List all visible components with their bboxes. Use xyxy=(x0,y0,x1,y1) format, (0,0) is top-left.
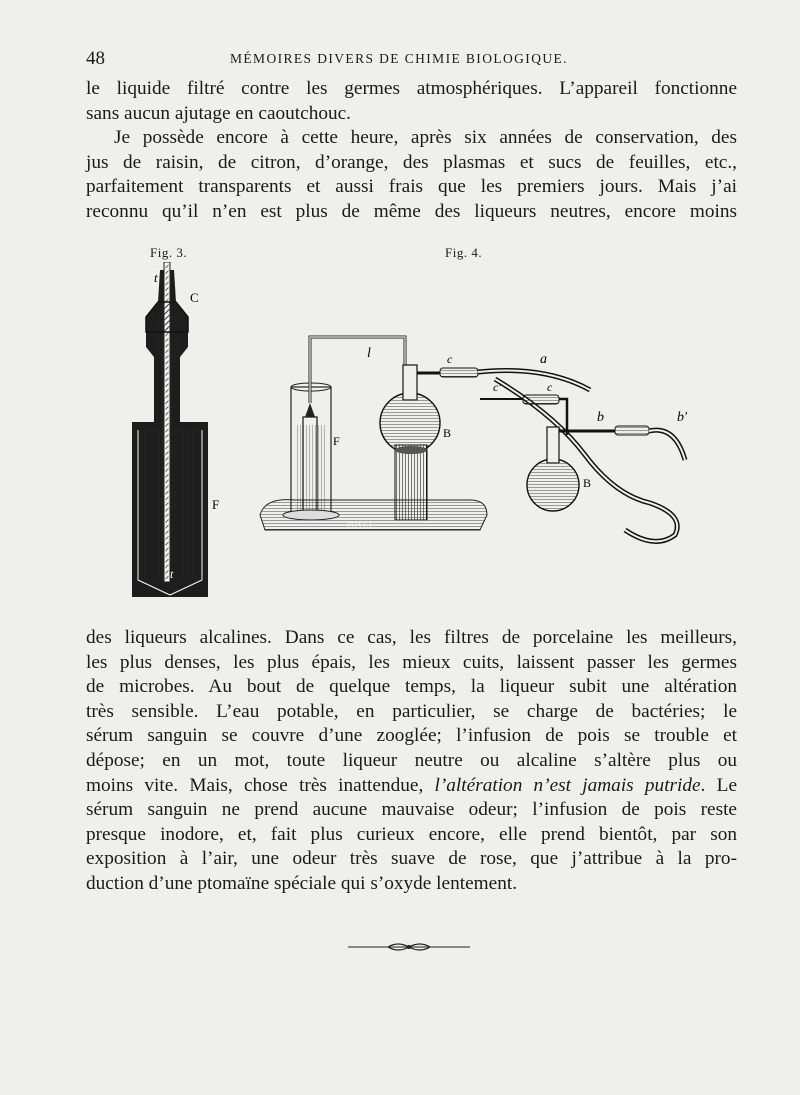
text-line-mixed xyxy=(86,774,737,799)
top-paragraphs xyxy=(86,77,737,225)
text-line: de microbes. Au bout de quelque temps, la liqueur subit une altération xyxy=(86,676,737,698)
text-line: sérum sanguin se couvre d’une zooglée; l’infusion de pois se trouble et xyxy=(86,725,737,747)
fig4-label-c-prime: c′ xyxy=(493,380,501,394)
fig4-label-B-lower: B xyxy=(583,476,592,490)
fig3-label-t-top: t xyxy=(154,270,158,285)
text-run: . Le xyxy=(700,774,738,796)
running-head: MÉMOIRES DIVERS DE CHIMIE BIOLOGIQUE. xyxy=(230,51,568,66)
fig4-label-a: a xyxy=(540,352,547,367)
fig3-illustration xyxy=(120,262,230,607)
fig3-label-t-bottom: t xyxy=(170,567,174,581)
text-line: sérum sanguin ne prend aucune mauvaise odeur; l’infusion de pois reste xyxy=(86,799,737,821)
fig3-label-F: F xyxy=(212,497,220,512)
text-line: sans aucun ajutage en caoutchouc. xyxy=(86,102,352,124)
italic-emphasis: l’altération n’est jamais putride xyxy=(434,774,701,796)
text-line: duction d’une ptomaïne spéciale qui s’oxyde lentement. xyxy=(86,872,518,894)
fig3-caption: Fig. 3. xyxy=(150,245,188,260)
text-run: moins vite. Mais, chose très inattendue, xyxy=(86,774,435,796)
text-line: le liquide filtré contre les germes atmosphériques. L’appareil fonctionne xyxy=(86,78,737,99)
bottom-paragraph xyxy=(86,626,737,897)
fig4-label-B-upper: B xyxy=(443,426,452,440)
fig4-label-l: l xyxy=(367,346,371,361)
text-line: très sensible. L’eau potable, en particulier, se charge de bactéries; le xyxy=(86,700,737,722)
fig4-label-b: b xyxy=(597,410,604,425)
fig4-label-F: F xyxy=(333,434,340,448)
fig3-label-C: C xyxy=(190,290,199,305)
end-ornament xyxy=(348,940,470,954)
text-line: presque inodore, et, fait plus curieux encore, elle prend bientôt, par son xyxy=(86,823,737,845)
text-line: Je possède encore à cette heure, après six années de conservation, des xyxy=(114,127,737,149)
text-line: reconnu qu’il n’en est plus de même des liqueurs neutres, encore moins xyxy=(86,200,737,222)
fig4-label-c-upper: c xyxy=(447,352,453,366)
fig4-illustration xyxy=(255,325,695,550)
text-line: les plus denses, les plus épais, les mieux cuits, laissent passer les germes xyxy=(86,651,737,673)
fig4-caption: Fig. 4. xyxy=(445,245,483,260)
page-number: 48 xyxy=(86,48,105,69)
fig4-label-b-prime: b′ xyxy=(677,410,688,425)
text-line: exposition à l’air, une odeur très suave de rose, que j’attribue à la pro- xyxy=(86,848,737,870)
engraver-signature: POYET xyxy=(347,520,373,529)
text-line: jus de raisin, de citron, d’orange, des plasmas et sucs de feuilles, etc., xyxy=(86,151,737,173)
text-line: parfaitement transparents et aussi frais que les premiers jours. Mais j’ai xyxy=(86,176,737,198)
text-line: des liqueurs alcalines. Dans ce cas, les filtres de porcelaine les meilleurs, xyxy=(86,627,737,648)
text-line: dépose; en un mot, toute liqueur neutre ou alcaline s’altère plus ou xyxy=(86,749,737,771)
fig4-label-c-lower: c xyxy=(547,380,553,394)
